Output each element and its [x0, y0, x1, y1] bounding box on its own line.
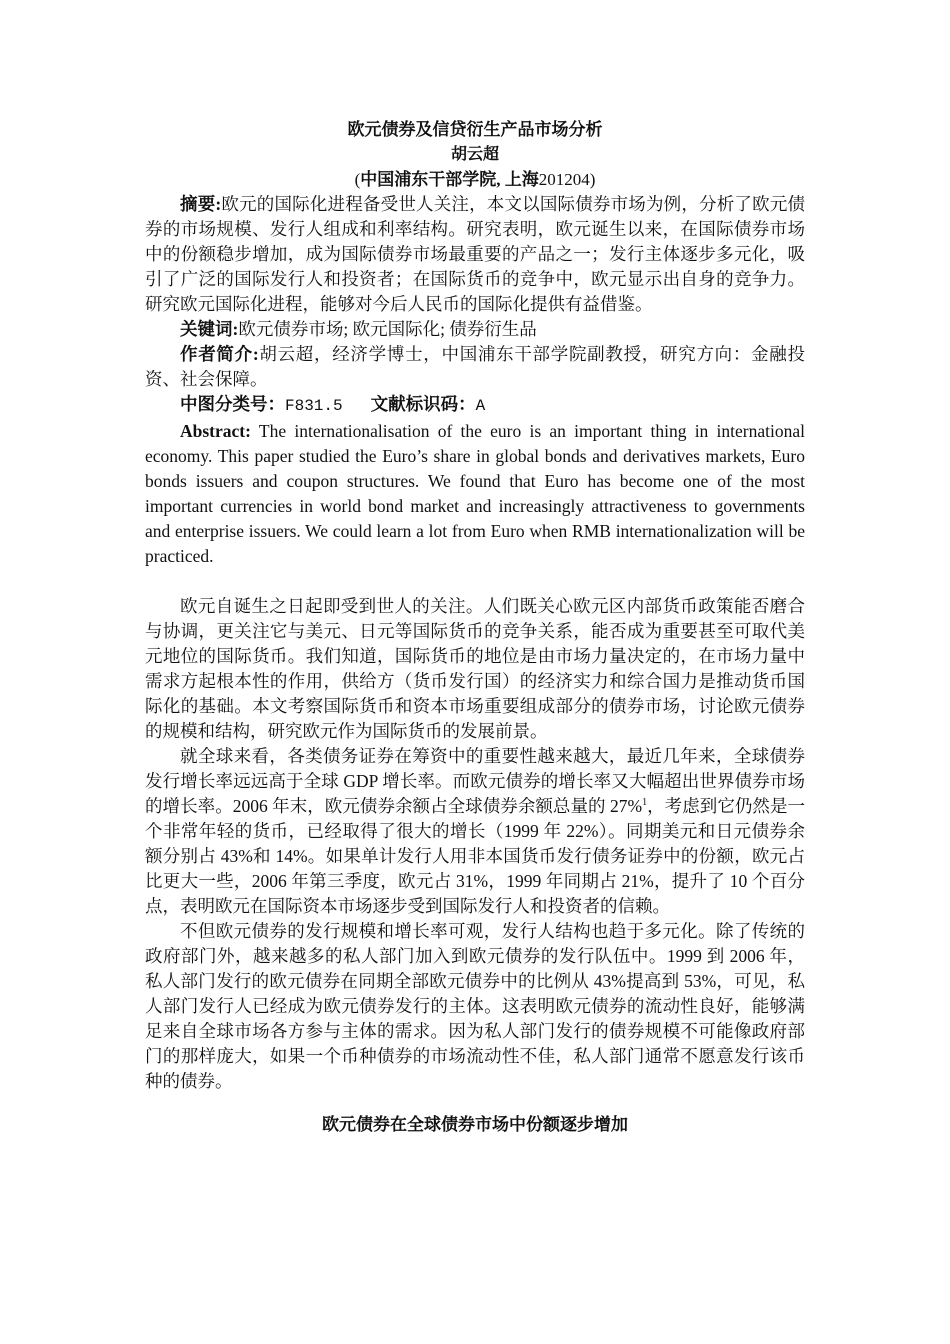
abstract-cn — [145, 192, 805, 317]
affiliation-text: 中国浦东干部学院, 上海 — [360, 170, 539, 189]
body-paragraph-1: 欧元自诞生之日起即受到世人的关注。人们既关心欧元区内部货币政策能否磨合与协调，更关注它与美元、日元等国际货币的竞争关系，能否成为重要甚至可取代美元地位的国际货币。我们知道，国际货币的地位是由市场力量决定的，在市场力量中需求方起根本性的作用，供给方（货币发行国）的经济实力和综合国力是推动货币国际化的基础。本文考察国际货币和资本市场重要组成部分的债券市场，讨论欧元债券的规模和结构，研究欧元作为国际货币的发展前景。 — [145, 596, 805, 741]
abstract-cn-text: 欧元的国际化进程备受世人关注，本文以国际债券市场为例，分析了欧元债券的市场规模、发行人组成和利率结构。研究表明，欧元诞生以来，在国际债券市场中的份额稳步增加，成为国际债券市场最重要的产品之一；发行主体逐步多元化，吸引了广泛的国际发行人和投资者；在国际货币的竞争中，欧元显示出自身的竞争力。研究欧元国际化进程，能够对今后人民币的国际化提供有益借鉴。 — [145, 194, 806, 314]
body-paragraph-2b: ，考虑到它仍然是一个非常年轻的货币，已经取得了很大的增长（1999 年 22%）。同期美元和日元债券余额分别占 43%和 14%。如果单计发行人用非本国货币发行债务证券中的份额，欧元占比更大一些，2006 年第三季度，欧元占 31%，1999 年同期占 21%，提升了 10 个百分点，表明欧元在国际资本市场逐步受到国际发行人和投资者的信赖。 — [145, 796, 806, 916]
paper-page — [145, 113, 805, 1137]
author-bio-label: 作者简介: — [180, 344, 259, 364]
keywords-label: 关键词: — [180, 319, 239, 339]
abstract-cn-label: 摘要: — [180, 194, 222, 214]
abstract-en-text: The internationalisation of the euro is an important thing in international economy. This paper studied the Euro’s share in global bonds and derivatives markets, Euro bonds issuers and coupon structures. We found that Euro has become one of the most important currencies in world bond market and increasingly attractiveness to governments and enterprise issuers. We could learn a lot from Euro when RMB internationalization will be practiced. — [145, 421, 805, 566]
body-paragraph-2 — [145, 744, 805, 919]
section-heading: 欧元债券在全球债券市场中份额逐步增加 — [322, 1115, 628, 1134]
keywords — [145, 317, 805, 342]
affiliation — [145, 167, 805, 192]
footnote-ref[interactable]: 1 — [642, 797, 648, 809]
author-bio — [145, 342, 805, 392]
abstract-en-label: Abstract: — [180, 421, 251, 441]
classification — [145, 392, 805, 419]
affiliation-close: ) — [589, 170, 596, 189]
affiliation-open: ( — [354, 170, 361, 189]
abstract-en — [145, 419, 805, 569]
author-bio-text: 胡云超，经济学博士，中国浦东干部学院副教授，研究方向：金融投资、社会保障。 — [145, 344, 805, 389]
body-paragraph-2a: 就全球来看，各类债务证券在筹资中的重要性越来越大，最近几年来，全球债券发行增长率远远高于全球 GDP 增长率。而欧元债券的增长率又大幅超出世界债券市场的增长率。2006 年末，欧元债券余额占全球债券余额总量的 27% — [145, 746, 805, 816]
affiliation-postcode: 201204 — [538, 170, 590, 189]
doc-code-value: A — [475, 397, 486, 415]
clc-value: F831.5 — [285, 397, 343, 415]
body-paragraph-3: 不但欧元债券的发行规模和增长率可观，发行人结构也趋于多元化。除了传统的政府部门外，越来越多的私人部门加入到欧元债券的发行队伍中。1999 到 2006 年，私人部门发行的欧元债券在同期全部欧元债券中的比例从 43%提高到 53%，可见，私人部门发行人已经成为欧元债券发行的主体。这表明欧元债券的流动性良好，能够满足来自全球市场各方参与主体的需求。因为私人部门发行的债券规模不可能像政府部门的那样庞大，如果一个币种债券的市场流动性不佳，私人部门通常不愿意发行该币种的债券。 — [145, 921, 805, 1091]
clc-label: 中图分类号： — [180, 394, 285, 414]
keywords-text: 欧元债券市场; 欧元国际化; 债券衍生品 — [238, 319, 537, 339]
doc-code-label: 文献标识码： — [370, 394, 476, 414]
paper-title: 欧元债券及信贷衍生产品市场分析 — [347, 120, 603, 139]
author-name: 胡云超 — [450, 146, 499, 163]
